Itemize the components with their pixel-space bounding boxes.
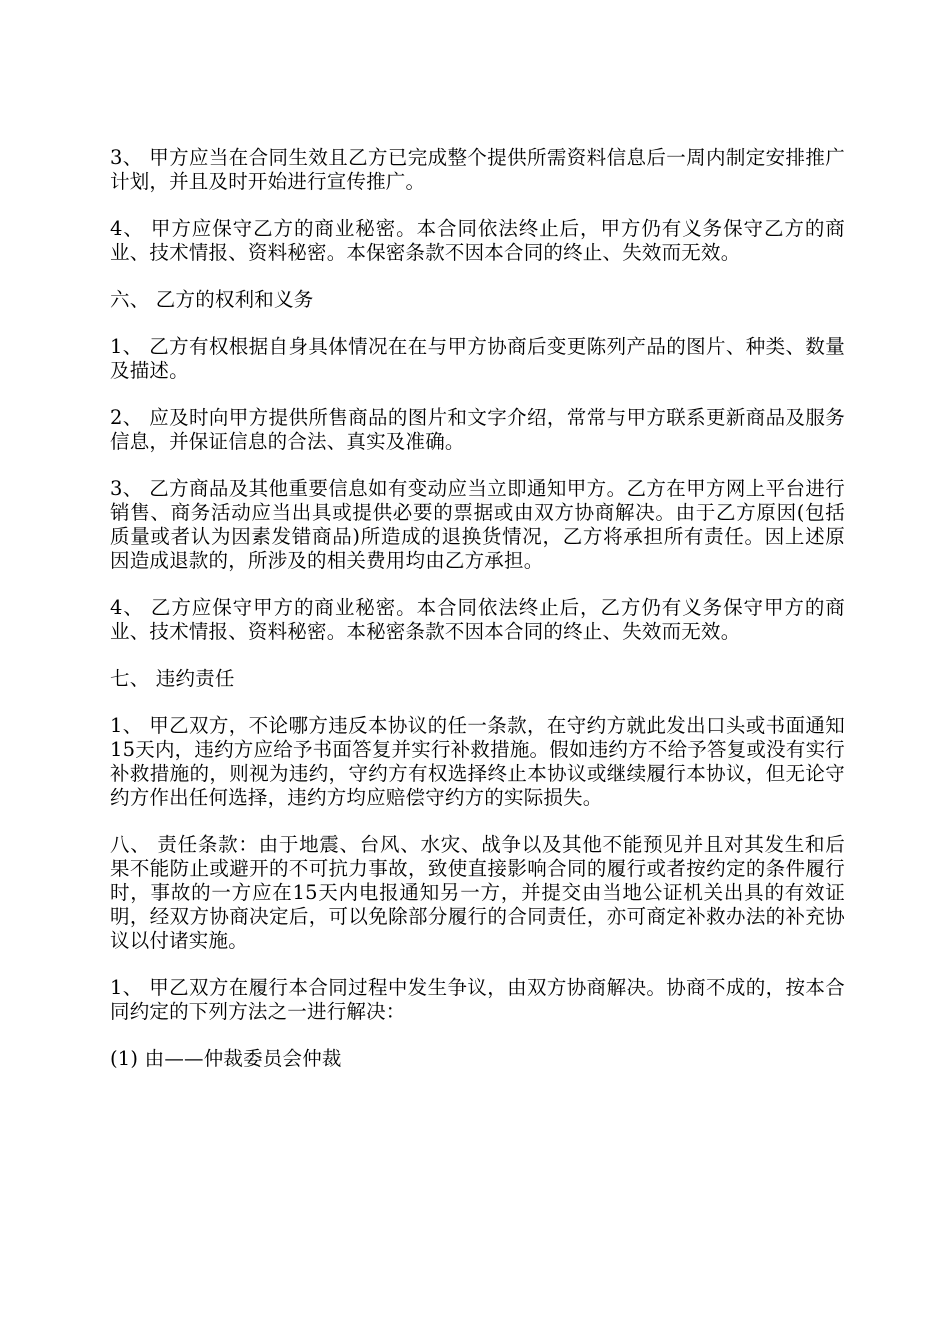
document-page (110, 146, 845, 1094)
dispute-option-1-arbitration: (1) 由——仲裁委员会仲裁 (110, 1047, 342, 1070)
clause-1-dispute-resolution: 1、 甲乙双方在履行本合同过程中发生争议，由双方协商解决。协商不成的，按本合同约定的下列方法之一进行解决： (110, 976, 845, 1023)
clause-2-party-b-provide-info: 2、 应及时向甲方提供所售商品的图片和文字介绍，常常与甲方联系更新商品及服务信息，并保证信息的合法、真实及准确。 (110, 406, 845, 453)
section-heading-party-b-rights: 六、 乙方的权利和义务 (110, 288, 314, 311)
clause-4-party-b-confidentiality: 4、 乙方应保守甲方的商业秘密。本合同依法终止后，乙方仍有义务保守甲方的商业、技术情报、资料秘密。本秘密条款不因本合同的终止、失效而无效。 (110, 596, 845, 643)
clause-1-breach: 1、 甲乙双方，不论哪方违反本协议的任一条款，在守约方就此发出口头或书面通知15天内，违约方应给予书面答复并实行补救措施。假如违约方不给予答复或没有实行补救措施的，则视为违约，守约方有权选择终止本协议或继续履行本协议，但无论守约方作出任何选择，违约方均应赔偿守约方的实际损失。 (110, 714, 845, 809)
section-heading-breach-liability: 七、 违约责任 (110, 667, 235, 690)
section-force-majeure: 八、 责任条款：由于地震、台风、水灾、战争以及其他不能预见并且对其发生和后果不能防止或避开的不可抗力事故，致使直接影响合同的履行或者按约定的条件履行时，事故的一方应在15天内电报通知另一方，并提交由当地公证机关出具的有效证明，经双方协商决定后，可以免除部分履行的合同责任，亦可商定补救办法的补充协议以付诸实施。 (110, 833, 845, 952)
clause-3-party-b-notify-changes: 3、 乙方商品及其他重要信息如有变动应当立即通知甲方。乙方在甲方网上平台进行销售、商务活动应当出具或提供必要的票据或由双方协商解决。由于乙方原因(包括质量或者认为因素发错商品)所造成的退换货情况，乙方将承担所有责任。因上述原因造成退款的，所涉及的相关费用均由乙方承担。 (110, 477, 845, 572)
clause-1-party-b-change-products: 1、 乙方有权根据自身具体情况在在与甲方协商后变更陈列产品的图片、种类、数量及描述。 (110, 335, 845, 382)
clause-3-party-a-promotion: 3、 甲方应当在合同生效且乙方已完成整个提供所需资料信息后一周内制定安排推广计划，并且及时开始进行宣传推广。 (110, 146, 845, 193)
clause-4-party-a-confidentiality: 4、 甲方应保守乙方的商业秘密。本合同依法终止后，甲方仍有义务保守乙方的商业、技术情报、资料秘密。本保密条款不因本合同的终止、失效而无效。 (110, 217, 845, 264)
